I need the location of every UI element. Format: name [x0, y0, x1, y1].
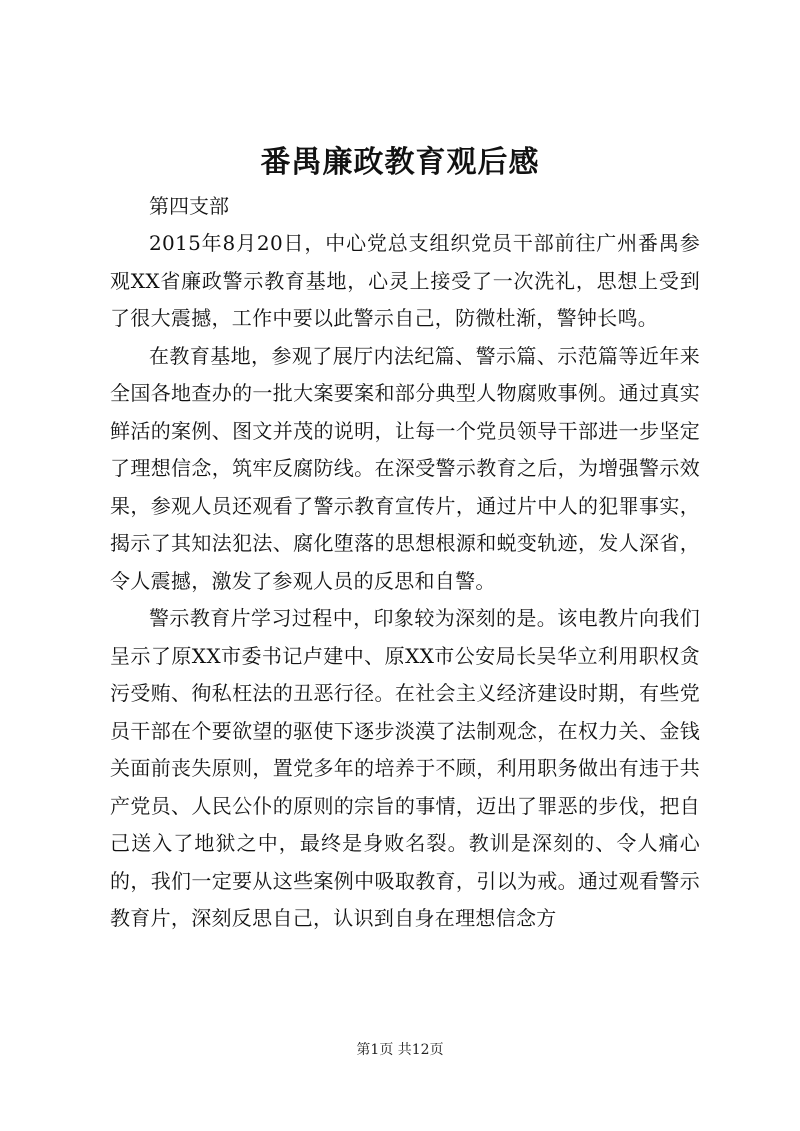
document-title: 番禺廉政教育观后感 — [260, 145, 540, 180]
document-body — [110, 187, 700, 938]
paragraph-2: 在教育基地，参观了展厅内法纪篇、警示篇、示范篇等近年来全国各地查办的一批大案要案和部分典型人物腐败事例。通过真实鲜活的案例、图文并茂的说明，让每一个党员领导干部进一步坚定了理想信念，筑牢反腐防线。在深受警示教育之后，为增强警示效果，参观人员还观看了警示教育宣传片，通过片中人的犯罪事实，揭示了其知法犯法、腐化堕落的思想根源和蜕变轨迹，发人深省，令人震撼，激发了参观人员的反思和自警。 — [110, 343, 700, 593]
paragraph-3: 警示教育片学习过程中，印象较为深刻的是。该电教片向我们呈示了原XX市委书记卢建中、原XX市公安局长吴华立利用职权贪污受贿、徇私枉法的丑恶行径。在社会主义经济建设时期，有些党员干部在个要欲望的驱使下逐步淡漠了法制观念，在权力关、金钱关面前丧失原则，置党多年的培养于不顾，利用职务做出有违于共产党员、人民公仆的原则的宗旨的事情，迈出了罪恶的步伐，把自己送入了地狱之中，最终是身败名裂。教训是深刻的、令人痛心的，我们一定要从这些案例中吸取教育，引以为戒。通过观看警示教育片，深刻反思自己，认识到自身在理想信念方 — [110, 606, 700, 930]
paragraph-1: 2015年8月20日，中心党总支组织党员干部前往广州番禺参观XX省廉政警示教育基地，心灵上接受了一次洗礼，思想上受到了很大震撼，工作中要以此警示自己，防微杜渐，警钟长鸣。 — [110, 231, 700, 330]
page-footer: 第1页 共12页 — [356, 1042, 444, 1058]
branch-name: 第四支部 — [149, 194, 229, 218]
